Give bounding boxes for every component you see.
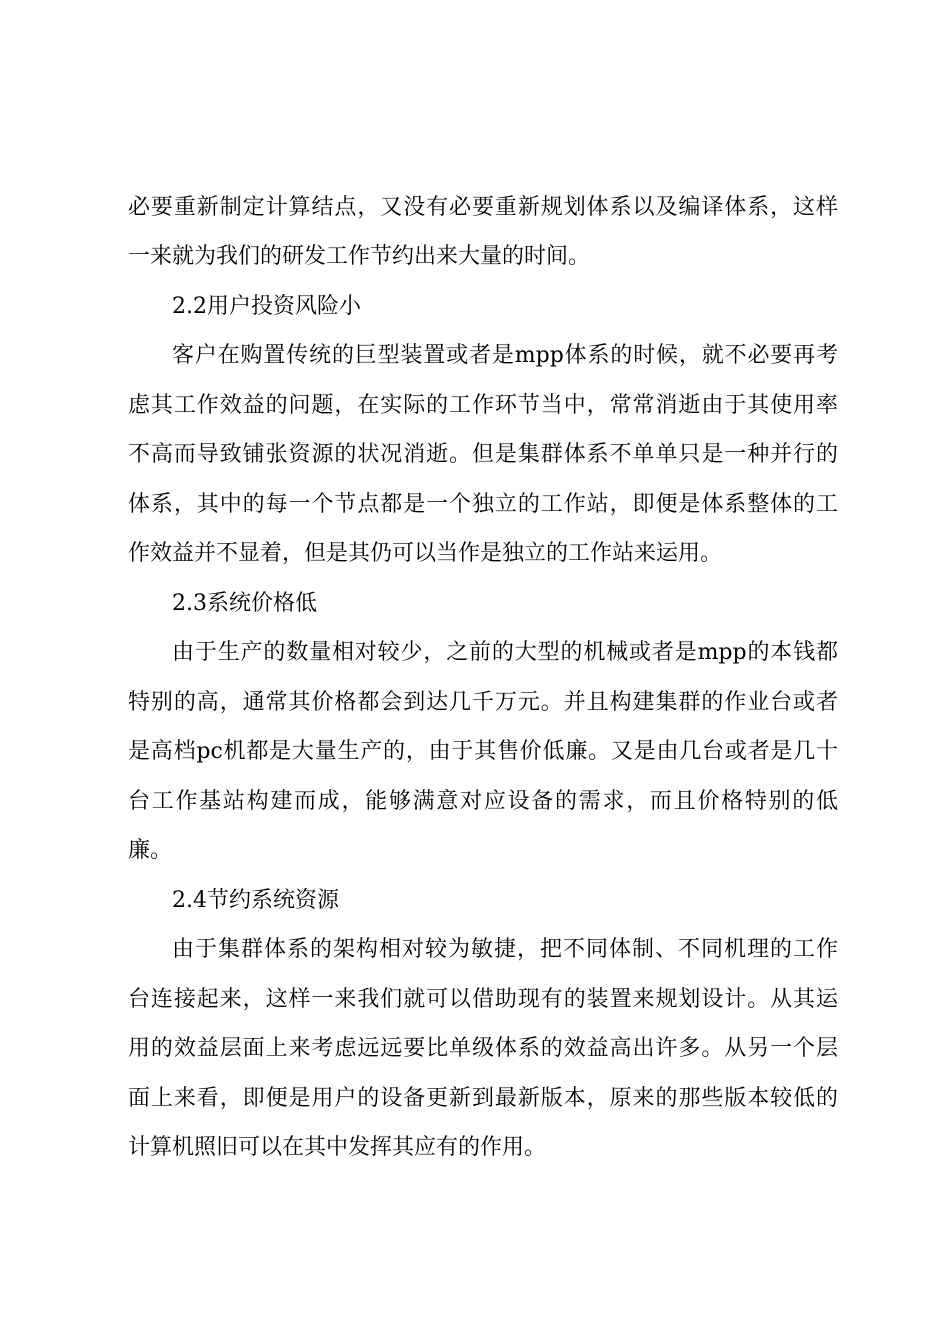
text-line: 一来就为我们的研发工作节约出来大量的时间。 xyxy=(128,244,591,269)
section-heading-2-4: 2.4节约系统资源 xyxy=(172,888,339,913)
text-line: 作效益并不显着，但是其仍可以当作是独立的工作站来运用。 xyxy=(128,541,723,566)
text-line: 体系，其中的每一个节点都是一个独立的工作站，即便是体系整体的工 xyxy=(128,492,838,517)
text-line: 由于生产的数量相对较少，之前的大型的机械或者是mpp的本钱都 xyxy=(172,640,838,665)
text-line: 特别的高，通常其价格都会到达几千万元。并且构建集群的作业台或者 xyxy=(128,690,838,715)
text-line: 必要重新制定计算结点，又没有必要重新规划体系以及编译体系，这样 xyxy=(128,195,838,220)
text-line: 虑其工作效益的问题，在实际的工作环节当中，常常消逝由于其使用率 xyxy=(128,393,838,418)
text-line: 不高而导致铺张资源的状况消逝。但是集群体系不单单只是一种并行的 xyxy=(128,442,838,467)
text-line: 台连接起来，这样一来我们就可以借助现有的装置来规划设计。从其运 xyxy=(128,987,838,1012)
text-line: 用的效益层面上来考虑远远要比单级体系的效益高出许多。从另一个层 xyxy=(128,1036,838,1061)
text-line: 台工作基站构建而成，能够满意对应设备的需求，而且价格特别的低 xyxy=(128,789,838,814)
text-line: 客户在购置传统的巨型装置或者是mpp体系的时候，就不必要再考 xyxy=(172,343,838,368)
section-heading-2-3: 2.3系统价格低 xyxy=(172,591,317,616)
text-line: 由于集群体系的架构相对较为敏捷，把不同体制、不同机理的工作 xyxy=(172,937,838,962)
text-line: 面上来看，即便是用户的设备更新到最新版本，原来的那些版本较低的 xyxy=(128,1086,838,1111)
text-line: 计算机照旧可以在其中发挥其应有的作用。 xyxy=(128,1135,547,1160)
text-line: 是高档pc机都是大量生产的，由于其售价低廉。又是由几台或者是几十 xyxy=(128,739,838,764)
text-line: 廉。 xyxy=(128,838,173,863)
section-heading-2-2: 2.2用户投资风险小 xyxy=(172,294,361,319)
